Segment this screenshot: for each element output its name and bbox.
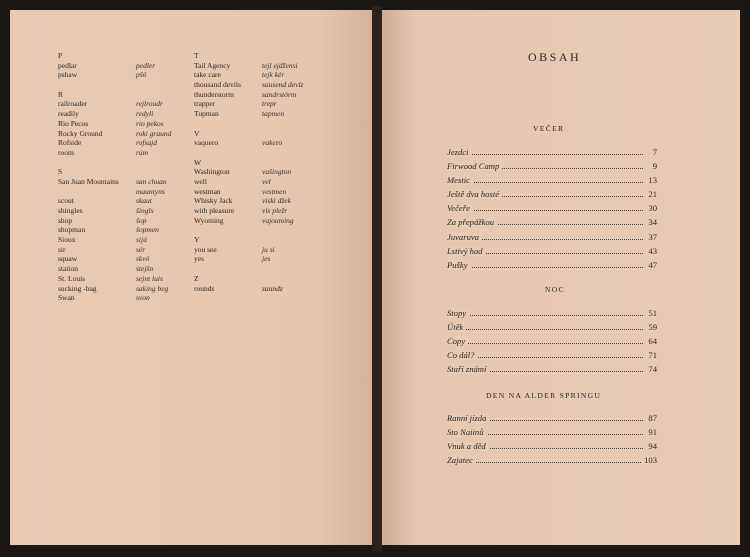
contents-entry bbox=[447, 217, 657, 231]
contents-entry-title-text: Vnuk a děd bbox=[447, 441, 489, 451]
glossary-word: Wyoming bbox=[194, 215, 224, 225]
glossary-pronunciation: stejšn bbox=[136, 264, 154, 274]
contents-entry-title bbox=[447, 336, 468, 346]
glossary-row bbox=[194, 70, 285, 80]
glossary-word: sir bbox=[58, 244, 66, 254]
glossary-pronunciation: rúm bbox=[136, 147, 149, 157]
contents-entry bbox=[447, 441, 657, 455]
glossary-gap bbox=[58, 80, 63, 90]
glossary-letter-heading: W bbox=[194, 157, 202, 167]
contents-entry-title bbox=[447, 350, 477, 360]
glossary-gap bbox=[58, 158, 63, 168]
contents-entry-page: 7 bbox=[650, 147, 657, 157]
leader-dots bbox=[447, 329, 643, 330]
glossary-word: San Juan Mountains bbox=[58, 176, 119, 186]
contents-entry-title-text: Firwood Camp bbox=[447, 161, 502, 171]
glossary-word: railroader bbox=[58, 99, 88, 109]
glossary-word: Sioux bbox=[58, 235, 76, 245]
contents-entry-page: 34 bbox=[645, 217, 657, 227]
glossary-row bbox=[194, 176, 271, 187]
contents-entry-title-text: Pušky bbox=[447, 260, 471, 270]
glossary-word: you see bbox=[194, 244, 217, 254]
contents-entry-title-text: Jezdci bbox=[447, 147, 471, 157]
section-heading-noc: NOC bbox=[545, 285, 565, 294]
glossary-word: pshaw bbox=[58, 70, 78, 80]
leader-dots bbox=[447, 210, 643, 211]
glossary-row bbox=[58, 60, 156, 71]
contents-entry-title bbox=[447, 147, 471, 157]
glossary-word: St. Louis bbox=[58, 273, 86, 283]
contents-entry-title-text: Za přepážkou bbox=[447, 217, 497, 227]
contents-entry-page: 21 bbox=[645, 189, 657, 199]
glossary-word: well bbox=[194, 176, 207, 186]
glossary-word: readily bbox=[58, 109, 79, 119]
leader-dots bbox=[447, 267, 643, 268]
section-entries-vecer bbox=[447, 147, 657, 274]
glossary-pronunciation: zaundz bbox=[262, 283, 283, 293]
glossary-word: shop bbox=[58, 215, 73, 225]
glossary-row bbox=[194, 196, 291, 206]
glossary-row bbox=[58, 206, 154, 216]
glossary-pronunciation: san chuan bbox=[136, 176, 167, 186]
contents-entry bbox=[447, 147, 657, 161]
glossary-row bbox=[58, 264, 154, 274]
glossary-row bbox=[58, 254, 150, 264]
glossary-word: Washington bbox=[194, 167, 230, 177]
glossary-gap bbox=[194, 119, 201, 129]
contents-entry-title-text: Juvaruva bbox=[447, 232, 482, 242]
contents-entry bbox=[447, 455, 657, 469]
contents-entry bbox=[447, 175, 657, 189]
glossary-row bbox=[58, 215, 147, 226]
glossary-row bbox=[58, 225, 159, 235]
leader-dots bbox=[447, 182, 643, 183]
glossary-word: Tail Agency bbox=[194, 60, 231, 70]
contents-entry-title-text: Copy bbox=[447, 336, 468, 346]
contents-entry-title bbox=[447, 322, 466, 332]
glossary-pronunciation: pšó bbox=[136, 70, 147, 80]
contents-entry-title-text: Co dál? bbox=[447, 350, 477, 360]
glossary-pronunciation: vašington bbox=[262, 167, 292, 177]
glossary-pronunciation: tejl ejdžensi bbox=[262, 60, 298, 70]
contents-entry-page: 103 bbox=[641, 455, 657, 465]
contents-entry-page: 64 bbox=[645, 336, 657, 346]
glossary-word: Whisky Jack bbox=[194, 196, 233, 206]
glossary-pronunciation: sausend devlz bbox=[262, 80, 304, 90]
section-heading-vecer: VEČER bbox=[533, 124, 565, 133]
contents-entry-title bbox=[447, 161, 502, 171]
contents-entry-title bbox=[447, 413, 489, 423]
glossary-row bbox=[58, 176, 167, 187]
contents-entry-title bbox=[447, 189, 502, 199]
glossary-letter-heading: S bbox=[58, 167, 63, 177]
glossary-row bbox=[58, 273, 163, 284]
glossary-word: vaquero bbox=[194, 138, 219, 148]
contents-entry-title bbox=[447, 260, 471, 270]
glossary-word: yes bbox=[194, 254, 204, 264]
glossary-pronunciation: šingls bbox=[136, 206, 154, 215]
glossary-pronunciation: vajouming bbox=[262, 215, 294, 225]
contents-entry-title-text: Stopy bbox=[447, 308, 469, 318]
glossary-pronunciation: roki graund bbox=[136, 128, 172, 138]
glossary-letter-heading: P bbox=[58, 51, 63, 60]
glossary-pronunciation: trepr bbox=[262, 99, 277, 109]
glossary-row bbox=[194, 254, 271, 264]
section-entries-noc bbox=[447, 308, 657, 378]
glossary-row bbox=[58, 186, 165, 197]
glossary-row bbox=[58, 196, 152, 206]
contents-entry-title-text: Mestic bbox=[447, 175, 473, 185]
contents-entry-title-text: Ranní jízda bbox=[447, 413, 489, 423]
glossary-pronunciation: pedler bbox=[136, 60, 156, 70]
glossary-pronunciation: rejlroudr bbox=[136, 99, 163, 109]
glossary-word: with pleasure bbox=[194, 206, 235, 215]
glossary-row bbox=[58, 109, 154, 119]
contents-entry-page: 37 bbox=[645, 232, 657, 242]
contents-entry bbox=[447, 322, 657, 336]
glossary-word: Swan bbox=[58, 293, 75, 303]
leader-dots bbox=[447, 154, 643, 155]
contents-entry bbox=[447, 260, 657, 274]
glossary-word: pedlar bbox=[58, 60, 77, 70]
leader-dots bbox=[447, 315, 643, 316]
glossary-pronunciation: skaut bbox=[136, 196, 152, 206]
glossary-word: room bbox=[58, 147, 74, 157]
glossary-pronunciation: skvó bbox=[136, 254, 150, 264]
contents-entry bbox=[447, 336, 657, 350]
contents-entry-page: 9 bbox=[650, 161, 657, 171]
contents-entry-page: 59 bbox=[645, 322, 657, 332]
glossary-row bbox=[58, 70, 147, 80]
glossary-word: westman bbox=[194, 186, 221, 196]
section-entries-den-na-alder-springu bbox=[447, 413, 657, 469]
contents-entry-title bbox=[447, 217, 497, 227]
glossary-letter-heading: Y bbox=[194, 235, 200, 245]
contents-entry-title-text: Staří známí bbox=[447, 364, 489, 374]
contents-entry-page: 94 bbox=[645, 441, 657, 451]
glossary-row bbox=[194, 80, 304, 90]
glossary-pronunciation: mauntyns bbox=[136, 186, 165, 196]
contents-entry-title bbox=[447, 441, 489, 451]
contents-entry-title bbox=[447, 455, 476, 465]
glossary-pronunciation: rofsajd bbox=[136, 138, 157, 148]
contents-entry-page: 71 bbox=[645, 350, 657, 360]
glossary-pronunciation: vel bbox=[262, 176, 271, 186]
glossary-pronunciation: šop bbox=[136, 215, 147, 225]
contents-entry-title-text: Lstivý had bbox=[447, 246, 486, 256]
glossary-pronunciation: sér bbox=[136, 244, 146, 254]
glossary-pronunciation: rio pekos bbox=[136, 118, 164, 128]
contents-entry-title bbox=[447, 175, 473, 185]
glossary-pronunciation: tejk kér bbox=[262, 70, 285, 80]
contents-entry bbox=[447, 232, 657, 246]
glossary-letter-heading: V bbox=[194, 128, 200, 138]
glossary-row bbox=[58, 244, 146, 255]
glossary-gap bbox=[194, 148, 201, 158]
glossary-row bbox=[194, 109, 285, 119]
glossary-pronunciation: sandrstórm bbox=[262, 89, 297, 99]
glossary-gap bbox=[194, 264, 201, 274]
contents-entry-title-text: Večeře bbox=[447, 203, 473, 213]
glossary-word: shingles bbox=[58, 206, 83, 215]
glossary-pronunciation: svon bbox=[136, 293, 150, 303]
glossary-column-1 bbox=[58, 51, 172, 303]
glossary-word: thunderstorm bbox=[194, 89, 234, 99]
glossary-pronunciation: jes bbox=[262, 254, 271, 264]
contents-entry-title-text: Sto Naiinů bbox=[447, 427, 487, 437]
glossary-row bbox=[194, 283, 283, 294]
glossary-row bbox=[58, 138, 157, 148]
contents-entry-title bbox=[447, 427, 487, 437]
glossary-row bbox=[58, 99, 163, 109]
glossary-row bbox=[58, 235, 147, 245]
glossary-row bbox=[194, 244, 275, 255]
book-gutter bbox=[372, 6, 382, 551]
contents-entry-page: 87 bbox=[645, 413, 657, 423]
glossary-row bbox=[194, 138, 283, 148]
glossary-word: station bbox=[58, 264, 78, 274]
glossary-word: shopman bbox=[58, 225, 86, 235]
contents-entry-title-text: Ještě dva hosté bbox=[447, 189, 502, 199]
glossary-word: trapper bbox=[194, 99, 216, 109]
glossary-row bbox=[194, 206, 288, 216]
contents-entry-page: 74 bbox=[645, 364, 657, 374]
contents-entry bbox=[447, 413, 657, 427]
contents-entry-page: 47 bbox=[645, 260, 657, 270]
contents-entry bbox=[447, 161, 657, 175]
glossary-column-2 bbox=[194, 51, 304, 293]
contents-entry bbox=[447, 427, 657, 441]
glossary-word: scout bbox=[58, 196, 74, 206]
leader-dots bbox=[447, 462, 643, 463]
contents-entry-page: 51 bbox=[645, 308, 657, 318]
glossary-word: Rocky Ground bbox=[58, 128, 103, 138]
contents-entry-title bbox=[447, 308, 469, 318]
contents-entry-title-text: Útěk bbox=[447, 322, 466, 332]
glossary-row bbox=[58, 118, 164, 129]
glossary-row bbox=[194, 215, 294, 226]
glossary-row bbox=[194, 186, 287, 197]
contents-title: OBSAH bbox=[528, 50, 582, 64]
glossary-row bbox=[194, 89, 297, 100]
glossary-pronunciation: sijú bbox=[136, 235, 147, 245]
glossary-pronunciation: saking beg bbox=[136, 283, 169, 293]
glossary-row bbox=[58, 293, 150, 303]
contents-entry-page: 43 bbox=[645, 246, 657, 256]
contents-entry bbox=[447, 364, 657, 378]
glossary-pronunciation: vestmen bbox=[262, 186, 287, 196]
glossary-row bbox=[194, 167, 292, 177]
glossary-word: take care bbox=[194, 70, 221, 80]
contents-entry bbox=[447, 246, 657, 260]
contents-entry-page: 30 bbox=[645, 203, 657, 213]
glossary-pronunciation: viski džek bbox=[262, 196, 291, 206]
glossary-row bbox=[194, 99, 277, 109]
glossary-row bbox=[58, 283, 169, 294]
glossary-row bbox=[194, 60, 298, 71]
glossary-word: Tupman bbox=[194, 109, 219, 119]
contents-entry bbox=[447, 308, 657, 322]
glossary-pronunciation: šopmen bbox=[136, 225, 159, 235]
glossary-letter-heading: R bbox=[58, 89, 64, 99]
leader-dots bbox=[447, 343, 643, 344]
contents-entry-title bbox=[447, 203, 473, 213]
glossary-pronunciation: ju si bbox=[262, 244, 275, 254]
glossary-word: Rofside bbox=[58, 138, 82, 148]
glossary-pronunciation: vis pležr bbox=[262, 206, 288, 215]
glossary-word: squaw bbox=[58, 254, 78, 264]
glossary-pronunciation: tapmen bbox=[262, 109, 285, 119]
contents-entry bbox=[447, 203, 657, 217]
contents-entry-title bbox=[447, 246, 486, 256]
glossary-pronunciation: vakero bbox=[262, 138, 283, 148]
contents-entry-page: 91 bbox=[645, 427, 657, 437]
glossary-pronunciation: redyli bbox=[136, 109, 154, 119]
section-heading-den-na-alder-springu: DEN NA ALDER SPRINGU bbox=[486, 391, 602, 400]
contents-entry-title bbox=[447, 232, 482, 242]
glossary-word: thousand devils bbox=[194, 80, 241, 90]
contents-entry-page: 13 bbox=[645, 175, 657, 185]
contents-entry bbox=[447, 350, 657, 364]
glossary-pronunciation: sejnt luis bbox=[136, 273, 163, 283]
contents-entry bbox=[447, 189, 657, 203]
glossary-word: Rio Pecos bbox=[58, 118, 89, 128]
contents-entry-title-text: Zajatec bbox=[447, 455, 476, 465]
glossary-word: sucking -bag bbox=[58, 283, 97, 293]
glossary-row bbox=[58, 147, 149, 158]
glossary-letter-heading: Z bbox=[194, 273, 199, 283]
glossary-letter-heading: T bbox=[194, 51, 199, 60]
glossary-row bbox=[58, 128, 172, 139]
contents-entry-title bbox=[447, 364, 489, 374]
glossary-gap bbox=[194, 225, 201, 235]
glossary-word: rounds bbox=[194, 283, 215, 293]
